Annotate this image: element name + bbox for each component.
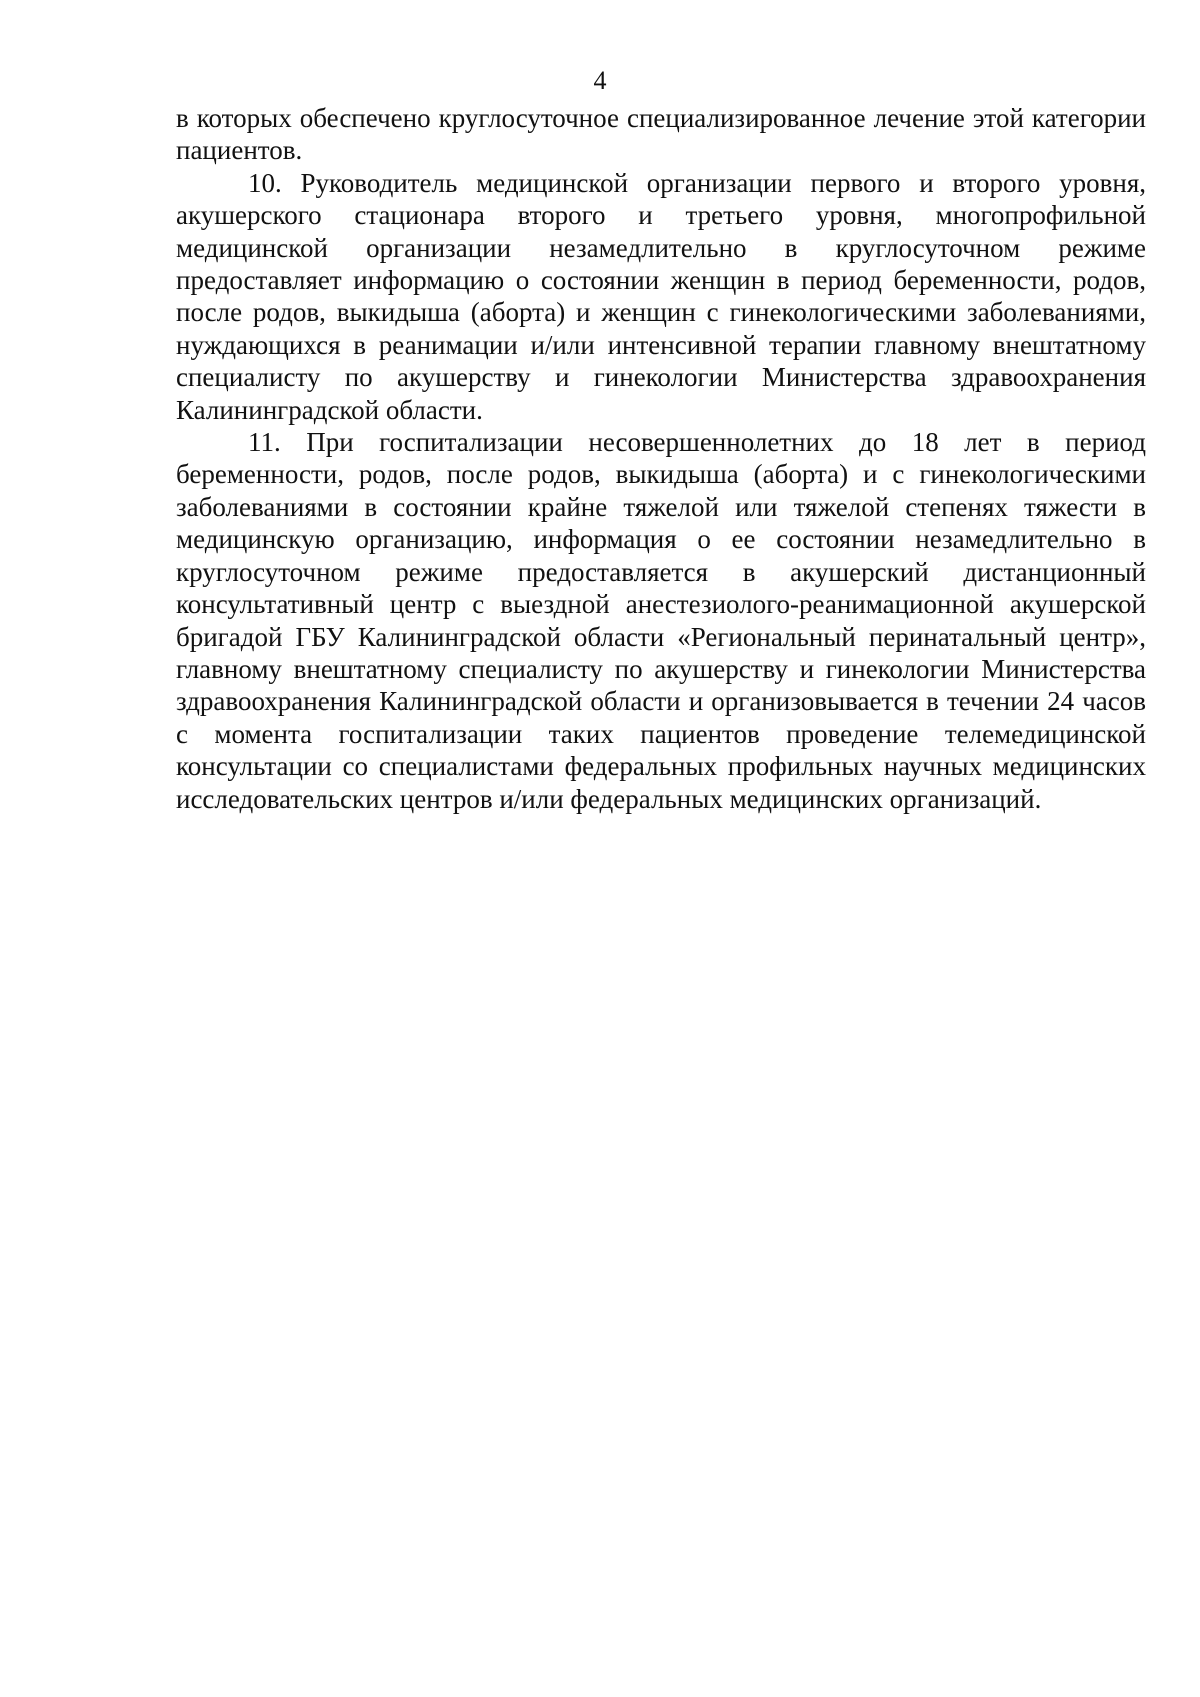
page-number: 4 xyxy=(593,66,607,95)
document-body xyxy=(176,102,1146,815)
paragraph-11: 11. При госпитализации несовершеннолетних до 18 лет в период беременности, родов, после родов, выкидыша (аборта) и с гинекологическими заболеваниями в состоянии крайне тяжелой или тяжелой степенях тяжести в медицинскую организацию, информация о ее состоянии незамедлительно в круглосуточном режиме предоставляется в акушерский дистанционный консультативный центр с выездной анестезиолого-реанимационной акушерской бригадой ГБУ Калининградской области «Региональный перинатальный центр», главному внештатному специалисту по акушерству и гинекологии Министерства здравоохранения Калининградской области и организовывается в течении 24 часов с момента госпитализации таких пациентов проведение телемедицинской консультации со специалистами федеральных профильных научных медицинских исследовательских центров и/или федеральных медицинских организаций. xyxy=(176,427,1146,814)
paragraph-10: 10. Руководитель медицинской организации первого и второго уровня, акушерского стационара второго и третьего уровня, многопрофильной медицинской организации незамедлительно в круглосуточном режиме предоставляет информацию о состоянии женщин в период беременности, родов, после родов, выкидыша (аборта) и женщин с гинекологическими заболеваниями, нуждающихся в реанимации и/или интенсивной терапии главному внештатному специалисту по акушерству и гинекологии Министерства здравоохранения Калининградской области. xyxy=(176,167,1146,425)
paragraph-continuation: в которых обеспечено круглосуточное специализированное лечение этой категории пациентов. xyxy=(176,103,1146,166)
